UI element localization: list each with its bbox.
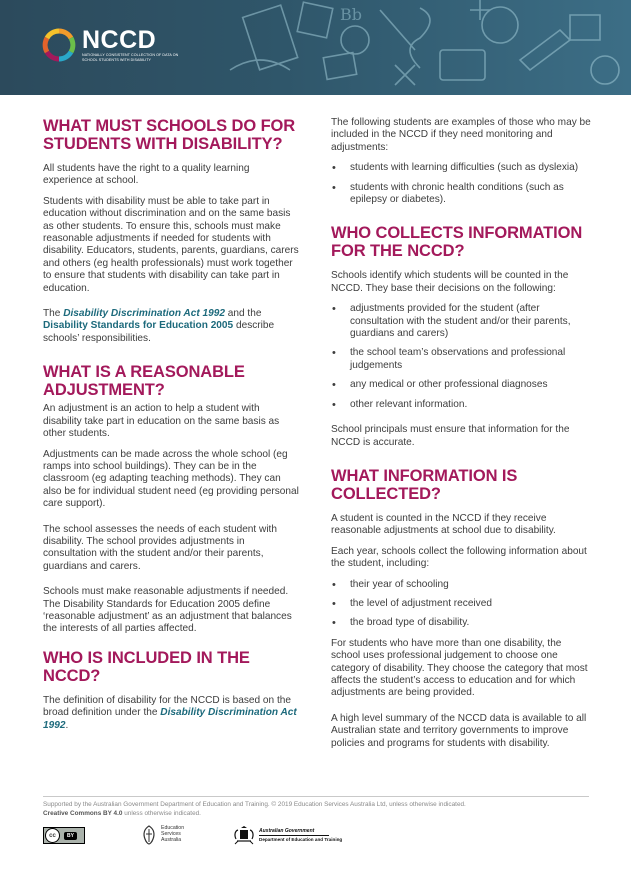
australian-government-logo <box>232 825 342 845</box>
left-column <box>43 117 301 740</box>
list-item: • their year of schooling <box>331 579 591 591</box>
paragraph: All students have the right to a quality learning experience at school. <box>43 163 250 187</box>
coat-of-arms-icon <box>232 825 256 845</box>
cc-icon: cc <box>45 828 60 843</box>
footer-support-text: Supported by the Australian Government Department of Education and Training. © 2019 Education Services Australia Ltd, unless otherwise indicated. <box>43 801 466 808</box>
esa-text-line: Services <box>161 831 181 838</box>
nccd-logo <box>42 28 182 62</box>
list-item: • any medical or other professional diagnoses <box>331 379 591 391</box>
paragraph: School principals must ensure that information for the NCCD is accurate. <box>331 424 570 448</box>
paragraph: Schools must make reasonable adjustments if needed. The Disability Standards for Education 2005 define ‘reasonable adjustment’ as an adjustment that balances the interests of all parties affected. <box>43 586 292 635</box>
esa-text-line: Australia <box>161 836 182 843</box>
list-item: • students with learning difficulties (such as dyslexia) <box>331 162 591 174</box>
link-disability-discrimination-act-2[interactable]: Disability Discrimination Act 1992 <box>43 707 297 731</box>
link-disability-standards[interactable]: Disability Standards for Education 2005 <box>43 320 234 332</box>
list-item: • adjustments provided for the student (after consultation with the student and/or their parents, guardians and carers) <box>331 303 591 340</box>
brand-name: NCCD <box>82 26 157 55</box>
esa-text-line: Education <box>161 825 185 832</box>
link-disability-discrimination-act[interactable]: Disability Discrimination Act 1992 <box>63 308 225 320</box>
heading-what-information: WHAT INFORMATION IS COLLECTED? <box>331 466 518 503</box>
paragraph: An adjustment is an action to help a student with disability take part in education on the same basis as other students. <box>43 403 280 440</box>
footer-license-text: Creative Commons BY 4.0 unless otherwise indicated. <box>43 810 201 817</box>
right-column <box>331 117 591 758</box>
license-link[interactable]: Creative Commons BY 4.0 <box>43 810 123 817</box>
by-icon: BY <box>64 832 77 840</box>
footer-divider <box>43 796 589 797</box>
list-item: • the broad type of disability. <box>331 617 591 629</box>
svg-text:Bb: Bb <box>340 5 362 24</box>
creative-commons-badge[interactable] <box>43 827 85 844</box>
paragraph: Adjustments can be made across the whole school (eg ramps into school buildings). They can be in the classroom (eg adapting teaching methods). They can also be for individual student need (eg providing personal care support). <box>43 448 299 510</box>
paragraph: A high level summary of the NCCD data is available to all Australian state and territory governments to improve policies and programs for students with disability. <box>331 712 587 749</box>
gov-department: Department of Education and Training <box>259 836 343 842</box>
examples-list <box>331 162 591 206</box>
list-item: • students with chronic health conditions (such as epilepsy or diabetes). <box>331 182 591 207</box>
paragraph: Schools identify which students will be counted in the NCCD. They base their decisions on the following: <box>331 270 569 294</box>
paragraph: The following students are examples of those who may be included in the NCCD if they need monitoring and adjustments: <box>331 117 591 153</box>
heading-what-must-schools: WHAT MUST SCHOOLS DO FOR STUDENTS WITH DISABILITY? <box>43 117 296 153</box>
paragraph-definition: The definition of disability for the NCCD is based on the broad definition under the Disability Discrimination Act 1992. <box>43 694 297 731</box>
heading-who-is-included: WHO IS INCLUDED IN THE NCCD? <box>43 648 250 685</box>
esa-logo <box>141 825 184 845</box>
collected-info-list <box>331 579 591 630</box>
list-item: • the level of adjustment received <box>331 598 591 610</box>
nccd-ring-icon <box>42 28 76 62</box>
esa-emblem-icon <box>141 825 157 845</box>
heading-who-collects: WHO COLLECTS INFORMATION FOR THE NCCD? <box>331 224 583 261</box>
paragraph-legislation: The Disability Discrimination Act 1992 and the Disability Standards for Education 2005 describe schools’ responsibilities. <box>43 308 275 344</box>
decision-basis-list <box>331 303 591 411</box>
paragraph: A student is counted in the NCCD if they receive reasonable adjustments at school due to disability. <box>331 512 556 537</box>
paragraph: For students who have more than one disability, the school uses professional judgement to choose one category of disability. They choose the category that most affects the student’s access to education and for which adjustments are being provided. <box>331 637 588 699</box>
heading-reasonable-adjustment: WHAT IS A REASONABLE ADJUSTMENT? <box>43 363 245 400</box>
list-item: • other relevant information. <box>331 399 591 411</box>
paragraph: Students with disability must be able to take part in education without discrimination and on the same basis as other students. To ensure this, schools must make reasonable adjustments if needed for students with disability. Educators, students, parents, guardians, carers and others (eg health professionals) must work together to ensure that students with disability can take part in education. <box>43 195 299 294</box>
header-banner <box>0 0 631 95</box>
brand-tagline: NATIONALLY CONSISTENT COLLECTION OF DATA ON SCHOOL STUDENTS WITH DISABILITY <box>82 53 179 62</box>
paragraph: The school assesses the needs of each student with disability. The school provides adjustments in consultation with the student and/or their parents, guardians and carers. <box>43 523 277 572</box>
paragraph: Each year, schools collect the following information about the student, including: <box>331 545 587 570</box>
list-item: • the school team’s observations and professional judgements <box>331 347 591 372</box>
gov-title: Australian Government <box>259 828 315 835</box>
